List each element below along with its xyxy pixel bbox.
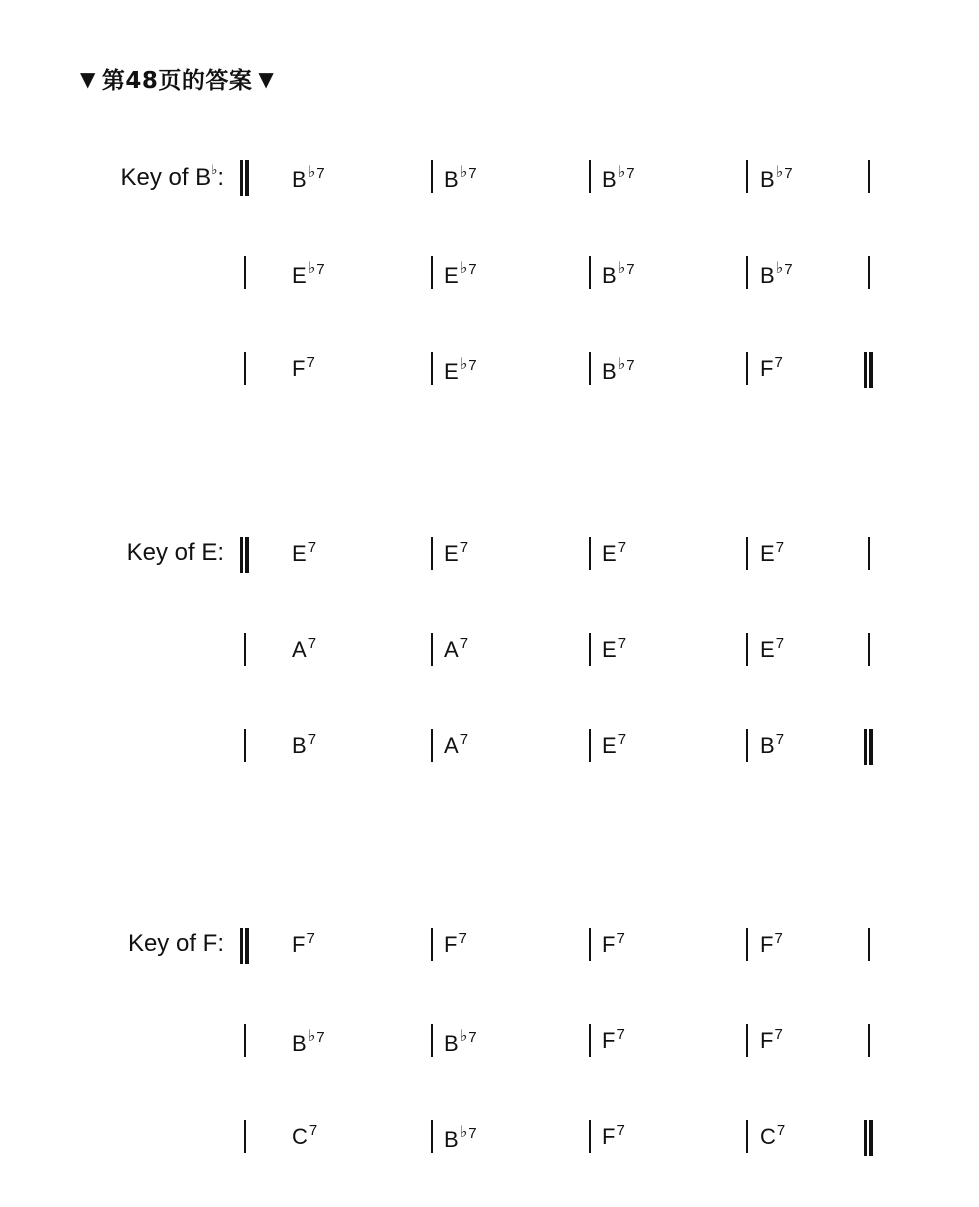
chord-extension: 7 bbox=[459, 635, 469, 652]
chord-symbol bbox=[602, 539, 626, 567]
chord-symbol bbox=[292, 930, 315, 958]
barline bbox=[244, 256, 246, 289]
chord-root: B bbox=[760, 733, 775, 758]
chord-symbol bbox=[760, 258, 793, 289]
chord-root: C bbox=[760, 1124, 776, 1149]
barline bbox=[746, 537, 748, 570]
flat-sign: ♭ bbox=[307, 260, 316, 277]
chord-extension: 7 bbox=[468, 261, 477, 278]
chord-extension: 7 bbox=[784, 165, 793, 182]
barline bbox=[868, 537, 870, 570]
chord-root: E bbox=[602, 733, 617, 758]
chord-symbol bbox=[444, 162, 477, 193]
chord-symbol bbox=[444, 539, 468, 567]
chord-extension: 7 bbox=[308, 1122, 318, 1139]
barline bbox=[868, 256, 870, 289]
chord-root: B bbox=[292, 1031, 307, 1056]
chord-symbol bbox=[292, 731, 316, 759]
chord-extension: 7 bbox=[626, 357, 635, 374]
flat-sign: ♭ bbox=[211, 162, 218, 177]
chord-extension: 7 bbox=[306, 930, 315, 947]
chord-root: F bbox=[760, 356, 774, 381]
chord-symbol bbox=[292, 162, 325, 193]
page-header bbox=[80, 62, 274, 95]
chord-root: A bbox=[292, 637, 307, 662]
chord-root: B bbox=[292, 733, 307, 758]
chord-symbol bbox=[602, 354, 635, 385]
final-barline bbox=[864, 729, 873, 765]
barline bbox=[589, 1120, 591, 1153]
chord-symbol bbox=[292, 1026, 325, 1057]
chord-extension: 7 bbox=[616, 930, 625, 947]
chord-root: E bbox=[444, 263, 459, 288]
barline bbox=[244, 352, 246, 385]
barline bbox=[746, 160, 748, 193]
chord-symbol bbox=[444, 635, 468, 663]
barline bbox=[431, 1120, 433, 1153]
chord-root: B bbox=[292, 167, 307, 192]
flat-sign: ♭ bbox=[617, 260, 626, 277]
barline bbox=[431, 928, 433, 961]
page-title: 第48页的答案 bbox=[101, 68, 253, 94]
chord-symbol bbox=[444, 1122, 477, 1153]
chord-extension: 7 bbox=[626, 165, 635, 182]
chord-extension: 7 bbox=[468, 165, 477, 182]
chord-root: F bbox=[292, 356, 306, 381]
chord-extension: 7 bbox=[307, 539, 317, 556]
chord-extension: 7 bbox=[316, 165, 325, 182]
chord-root: F bbox=[444, 932, 458, 957]
chord-symbol bbox=[760, 1026, 783, 1054]
barline bbox=[589, 729, 591, 762]
chord-symbol bbox=[602, 162, 635, 193]
chord-extension: 7 bbox=[468, 1029, 477, 1046]
barline bbox=[431, 256, 433, 289]
chord-extension: 7 bbox=[616, 1026, 625, 1043]
barline bbox=[431, 633, 433, 666]
chord-root: B bbox=[444, 1127, 459, 1152]
chord-extension: 7 bbox=[459, 539, 469, 556]
barline bbox=[746, 1024, 748, 1057]
barline bbox=[746, 928, 748, 961]
chord-root: E bbox=[760, 541, 775, 566]
chord-symbol bbox=[444, 731, 468, 759]
chord-extension: 7 bbox=[774, 1026, 783, 1043]
barline bbox=[868, 633, 870, 666]
chord-extension: 7 bbox=[617, 731, 627, 748]
flat-sign: ♭ bbox=[775, 164, 784, 181]
chord-extension: 7 bbox=[784, 261, 793, 278]
chord-extension: 7 bbox=[626, 261, 635, 278]
barline bbox=[589, 160, 591, 193]
chord-symbol bbox=[602, 258, 635, 289]
chord-root: E bbox=[292, 541, 307, 566]
chord-symbol bbox=[292, 635, 316, 663]
chord-root: F bbox=[602, 1124, 616, 1149]
barline bbox=[589, 1024, 591, 1057]
chord-symbol bbox=[760, 1122, 785, 1150]
chord-root: E bbox=[602, 541, 617, 566]
flat-sign: ♭ bbox=[307, 1028, 316, 1045]
key-colon: : bbox=[217, 539, 224, 566]
chord-symbol bbox=[760, 539, 784, 567]
barline bbox=[589, 537, 591, 570]
chord-root: F bbox=[760, 932, 774, 957]
barline bbox=[244, 1024, 246, 1057]
flat-sign: ♭ bbox=[459, 1028, 468, 1045]
chord-extension: 7 bbox=[775, 635, 785, 652]
chord-root: B bbox=[602, 263, 617, 288]
start-repeat-barline bbox=[240, 537, 249, 573]
barline bbox=[746, 729, 748, 762]
chord-symbol bbox=[602, 731, 626, 759]
chord-symbol bbox=[602, 1026, 625, 1054]
chord-extension: 7 bbox=[316, 261, 325, 278]
chord-root: E bbox=[602, 637, 617, 662]
key-name: Key of E bbox=[126, 539, 218, 566]
barline bbox=[868, 160, 870, 193]
barline bbox=[431, 352, 433, 385]
chord-root: A bbox=[444, 637, 459, 662]
barline bbox=[431, 160, 433, 193]
chord-symbol bbox=[444, 1026, 477, 1057]
barline bbox=[868, 1024, 870, 1057]
chord-root: E bbox=[760, 637, 775, 662]
flat-sign: ♭ bbox=[617, 356, 626, 373]
chord-symbol bbox=[602, 930, 625, 958]
key-name: Key of B bbox=[120, 164, 212, 191]
chord-extension: 7 bbox=[307, 635, 317, 652]
flat-sign: ♭ bbox=[775, 260, 784, 277]
chord-extension: 7 bbox=[468, 1125, 477, 1142]
barline bbox=[244, 1120, 246, 1153]
chord-symbol bbox=[292, 354, 315, 382]
flat-sign: ♭ bbox=[459, 1124, 468, 1141]
chord-symbol bbox=[444, 354, 477, 385]
chord-root: B bbox=[760, 167, 775, 192]
chord-root: F bbox=[602, 1028, 616, 1053]
final-barline bbox=[864, 352, 873, 388]
chord-root: B bbox=[602, 167, 617, 192]
barline bbox=[589, 633, 591, 666]
barline bbox=[589, 928, 591, 961]
chord-symbol bbox=[444, 258, 477, 289]
chord-symbol bbox=[760, 354, 783, 382]
chord-symbol bbox=[760, 731, 784, 759]
chord-root: C bbox=[292, 1124, 308, 1149]
barline bbox=[244, 633, 246, 666]
chord-extension: 7 bbox=[775, 539, 785, 556]
chord-symbol bbox=[602, 1122, 625, 1150]
flat-sign: ♭ bbox=[307, 164, 316, 181]
flat-sign: ♭ bbox=[459, 164, 468, 181]
chord-extension: 7 bbox=[774, 354, 783, 371]
chord-extension: 7 bbox=[774, 930, 783, 947]
key-label bbox=[84, 930, 224, 958]
triangle-down-icon: ▼ bbox=[258, 66, 275, 91]
chord-root: E bbox=[444, 541, 459, 566]
chord-root: F bbox=[292, 932, 306, 957]
chord-symbol bbox=[292, 539, 316, 567]
flat-sign: ♭ bbox=[459, 260, 468, 277]
chord-root: E bbox=[292, 263, 307, 288]
start-repeat-barline bbox=[240, 160, 249, 196]
chord-root: E bbox=[444, 359, 459, 384]
key-label bbox=[84, 162, 224, 192]
chord-symbol bbox=[760, 635, 784, 663]
final-barline bbox=[864, 1120, 873, 1156]
chord-extension: 7 bbox=[617, 635, 627, 652]
triangle-down-icon: ▼ bbox=[80, 66, 96, 91]
chord-extension: 7 bbox=[775, 731, 785, 748]
chord-extension: 7 bbox=[459, 731, 469, 748]
key-name: Key of F bbox=[127, 930, 218, 957]
chord-extension: 7 bbox=[616, 1122, 625, 1139]
start-repeat-barline bbox=[240, 928, 249, 964]
chord-symbol bbox=[760, 162, 793, 193]
barline bbox=[746, 1120, 748, 1153]
barline bbox=[244, 729, 246, 762]
chord-root: F bbox=[760, 1028, 774, 1053]
key-colon: : bbox=[217, 164, 224, 191]
chord-extension: 7 bbox=[458, 930, 467, 947]
chord-extension: 7 bbox=[307, 731, 317, 748]
key-label bbox=[84, 539, 224, 567]
barline bbox=[746, 633, 748, 666]
chord-symbol bbox=[444, 930, 467, 958]
chord-root: B bbox=[760, 263, 775, 288]
chord-extension: 7 bbox=[617, 539, 627, 556]
chord-symbol bbox=[292, 258, 325, 289]
barline bbox=[431, 537, 433, 570]
barline bbox=[431, 729, 433, 762]
chord-root: F bbox=[602, 932, 616, 957]
chord-root: B bbox=[444, 1031, 459, 1056]
key-colon: : bbox=[217, 930, 224, 957]
chord-symbol bbox=[292, 1122, 317, 1150]
barline bbox=[431, 1024, 433, 1057]
chord-symbol bbox=[602, 635, 626, 663]
chord-root: B bbox=[602, 359, 617, 384]
barline bbox=[589, 352, 591, 385]
flat-sign: ♭ bbox=[459, 356, 468, 373]
chord-root: B bbox=[444, 167, 459, 192]
flat-sign: ♭ bbox=[617, 164, 626, 181]
barline bbox=[589, 256, 591, 289]
chord-symbol bbox=[760, 930, 783, 958]
chord-extension: 7 bbox=[316, 1029, 325, 1046]
barline bbox=[746, 352, 748, 385]
chord-root: A bbox=[444, 733, 459, 758]
barline bbox=[868, 928, 870, 961]
chord-extension: 7 bbox=[306, 354, 315, 371]
chord-extension: 7 bbox=[468, 357, 477, 374]
barline bbox=[746, 256, 748, 289]
chord-extension: 7 bbox=[776, 1122, 786, 1139]
